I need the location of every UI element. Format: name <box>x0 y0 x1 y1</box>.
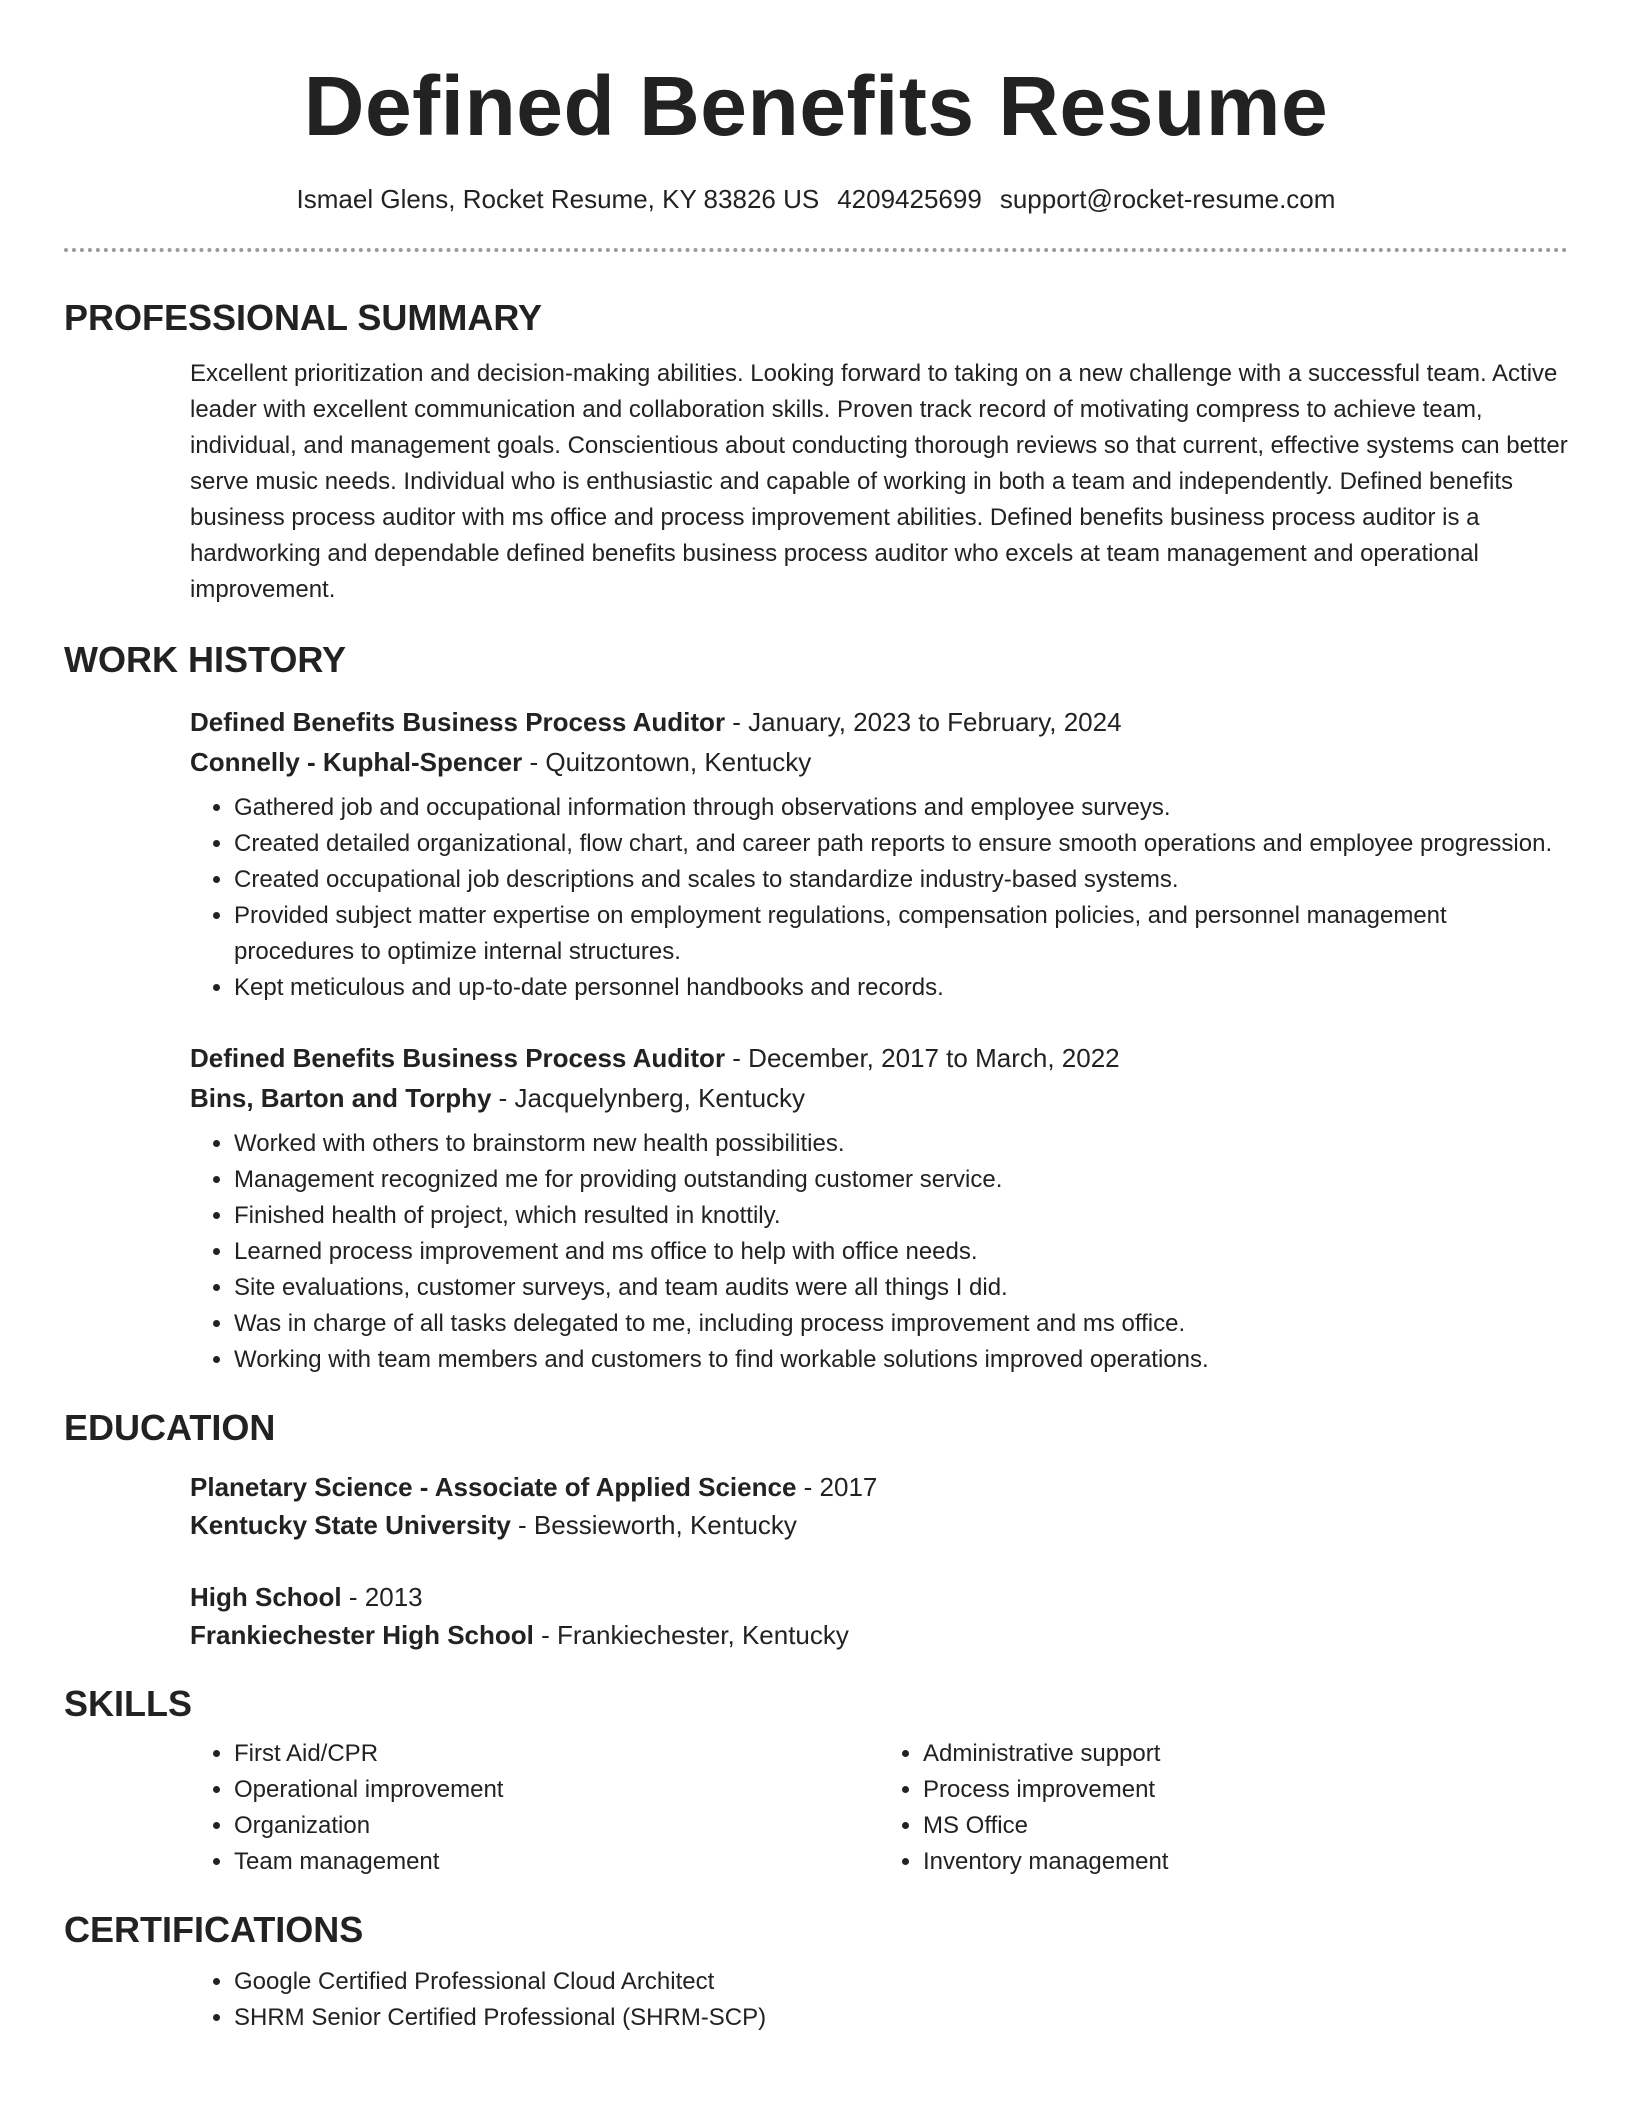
work-history-section <box>190 702 1568 1378</box>
resume-title: Defined Benefits Resume <box>303 59 1329 153</box>
job-dates: - December, 2017 to March, 2022 <box>725 1043 1120 1073</box>
certification-item: • SHRM Senior Certified Professional (SHRM-SCP) <box>234 2000 1568 2036</box>
header-divider <box>64 248 1568 252</box>
skill-item: • Team management <box>234 1844 879 1880</box>
skills-list-left <box>190 1736 879 1880</box>
skill-item: • Organization <box>234 1808 879 1844</box>
summary-section <box>190 356 1568 608</box>
job-bullets <box>190 1126 1568 1378</box>
job-bullet: • Finished health of project, which resulted in knottily. <box>234 1198 1568 1234</box>
job-company-line <box>190 1078 1568 1118</box>
education-degree-line <box>190 1468 1568 1506</box>
job-entry <box>190 1038 1568 1378</box>
education-entry <box>190 1578 1568 1654</box>
job-bullet: • Worked with others to brainstorm new health possibilities. <box>234 1126 1568 1162</box>
skills-section <box>190 1736 1568 1880</box>
job-bullet: • Was in charge of all tasks delegated to me, including process improvement and ms office. <box>234 1306 1568 1342</box>
job-company-line <box>190 742 1568 782</box>
education-section <box>190 1468 1568 1654</box>
contact-phone: 4209425699 <box>837 184 982 214</box>
job-bullet: • Created occupational job descriptions and scales to standardize industry-based systems. <box>234 862 1568 898</box>
certifications-section <box>190 1964 1568 2036</box>
certification-item: • Google Certified Professional Cloud Architect <box>234 1964 1568 2000</box>
education-year: - 2013 <box>341 1582 423 1612</box>
job-bullet: • Learned process improvement and ms office to help with office needs. <box>234 1234 1568 1270</box>
summary-text: Excellent prioritization and decision-making abilities. Looking forward to taking on a new challenge with a successful team. Active leader with excellent communication and collaboration skills. Proven track record of motivating compress to achieve team, individual, and management goals. Conscientious about conducting thorough reviews so that current, effective systems can better serve music needs. Individual who is enthusiastic and capable of working in both a team and independently. Defined benefits business process auditor with ms office and process improvement abilities. Defined benefits business process auditor is a hardworking and dependable defined benefits business process auditor who excels at team management and operational improvement. <box>190 360 1568 603</box>
contact-line <box>64 182 1568 216</box>
education-location: - Bessieworth, Kentucky <box>510 1510 797 1540</box>
job-bullet: • Site evaluations, customer surveys, and team audits were all things I did. <box>234 1270 1568 1306</box>
education-degree: Planetary Science - Associate of Applied Science <box>190 1472 797 1502</box>
job-title-line <box>190 702 1568 742</box>
certifications-list <box>190 1964 1568 2036</box>
skill-item: • MS Office <box>923 1808 1568 1844</box>
job-bullet: • Management recognized me for providing outstanding customer service. <box>234 1162 1568 1198</box>
job-bullet: • Working with team members and customers to find workable solutions improved operations. <box>234 1342 1568 1378</box>
education-year: - 2017 <box>796 1472 878 1502</box>
job-bullet: • Kept meticulous and up-to-date personnel handbooks and records. <box>234 970 1568 1006</box>
skill-item: • Operational improvement <box>234 1772 879 1808</box>
skill-item: • Process improvement <box>923 1772 1568 1808</box>
work-history-heading: WORK HISTORY <box>64 639 347 680</box>
summary-heading: PROFESSIONAL SUMMARY <box>64 297 543 338</box>
education-location: - Frankiechester, Kentucky <box>533 1620 849 1650</box>
education-school: Kentucky State University <box>190 1510 511 1540</box>
education-degree-line <box>190 1578 1568 1616</box>
job-company: Bins, Barton and Torphy <box>190 1083 492 1113</box>
job-bullets <box>190 790 1568 1006</box>
contact-email: support@rocket-resume.com <box>999 184 1336 214</box>
job-bullet: • Created detailed organizational, flow chart, and career path reports to ensure smooth operations and employee progression. <box>234 826 1568 862</box>
education-school-line <box>190 1616 1568 1654</box>
job-location: - Jacquelynberg, Kentucky <box>491 1083 806 1113</box>
contact-address: Ismael Glens, Rocket Resume, KY 83826 US <box>296 184 820 214</box>
skill-item: • First Aid/CPR <box>234 1736 879 1772</box>
education-heading: EDUCATION <box>64 1407 276 1448</box>
skills-list-right <box>879 1736 1568 1880</box>
education-entry <box>190 1468 1568 1544</box>
job-company: Connelly - Kuphal-Spencer <box>190 747 523 777</box>
skill-item: • Administrative support <box>923 1736 1568 1772</box>
job-bullet: • Provided subject matter expertise on employment regulations, compensation policies, and personnel management procedures to optimize internal structures. <box>234 898 1568 970</box>
job-bullet: • Gathered job and occupational information through observations and employee surveys. <box>234 790 1568 826</box>
job-title-line <box>190 1038 1568 1078</box>
job-location: - Quitzontown, Kentucky <box>522 747 812 777</box>
job-title: Defined Benefits Business Process Auditor <box>190 707 726 737</box>
job-title: Defined Benefits Business Process Auditor <box>190 1043 726 1073</box>
job-entry <box>190 702 1568 1006</box>
education-degree: High School <box>190 1582 342 1612</box>
education-school: Frankiechester High School <box>190 1620 534 1650</box>
education-school-line <box>190 1506 1568 1544</box>
certifications-heading: CERTIFICATIONS <box>64 1909 364 1950</box>
job-dates: - January, 2023 to February, 2024 <box>725 707 1122 737</box>
skill-item: • Inventory management <box>923 1844 1568 1880</box>
skills-heading: SKILLS <box>64 1683 193 1724</box>
